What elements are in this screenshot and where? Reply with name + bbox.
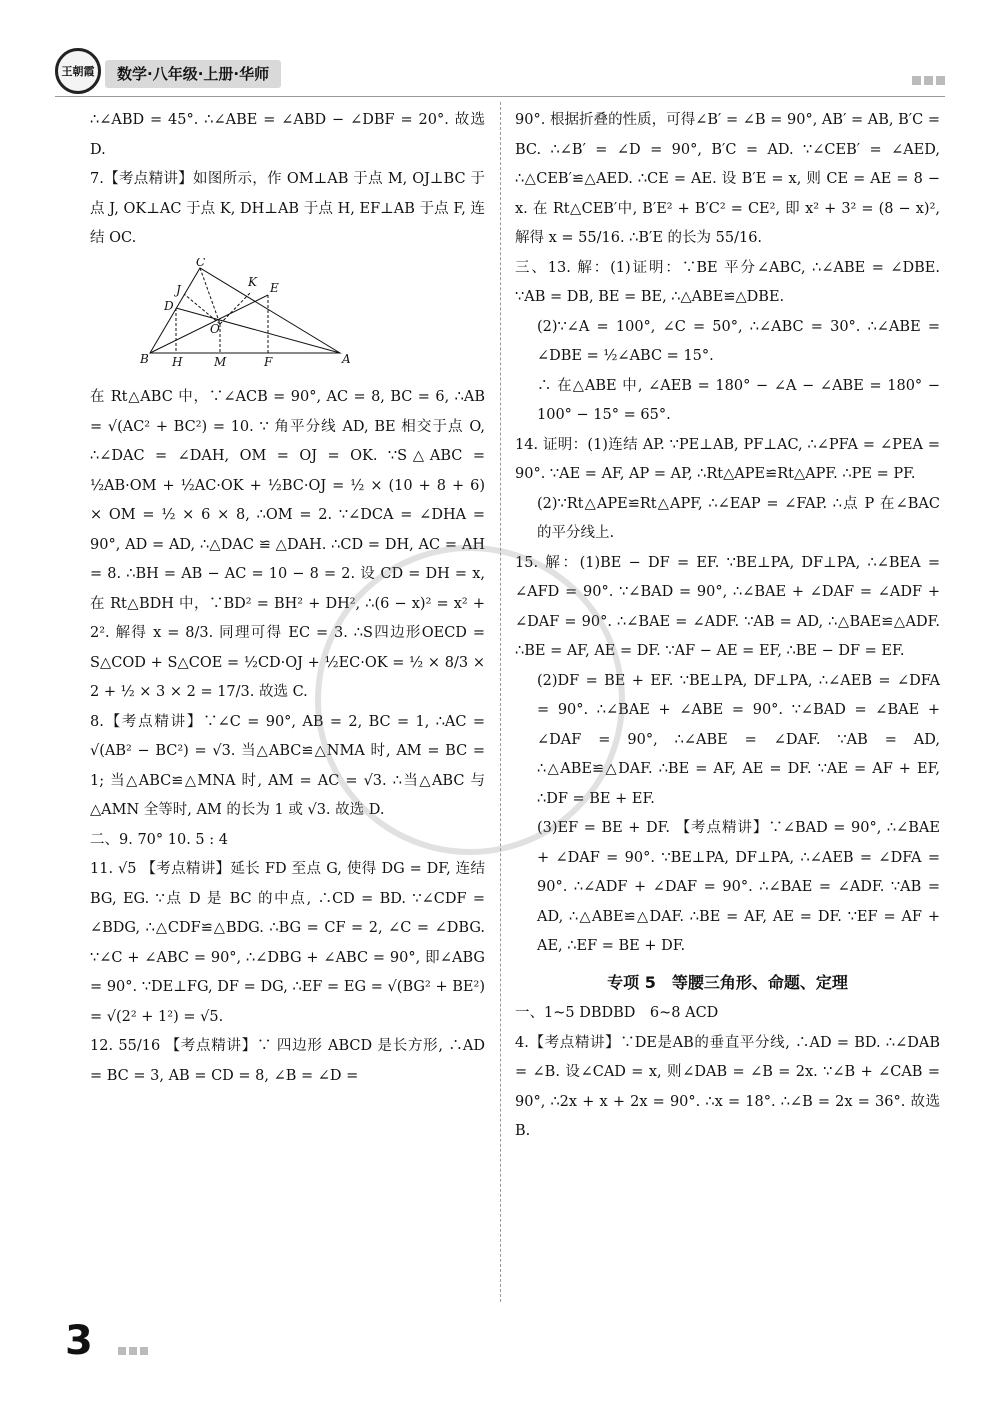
page-header: [55, 48, 945, 98]
triangle-abc: [150, 268, 340, 353]
label-m: M: [214, 354, 227, 368]
section-answer-4: 4.【考点精讲】∵DE是AB的垂直平分线, ∴AD = BD. ∴∠DAB = ∠B. 设∠CAD = x, 则∠DAB = ∠B = 2x. ∵∠B + ∠CAB = 90°, ∴2x + x + 2x = 90°. ∴x = 18°. ∴∠B = 2x = 36°. 故选 B.: [515, 1034, 940, 1139]
label-f: F: [264, 354, 273, 368]
line-ad: [176, 308, 340, 353]
section-title: 专项 5 等腰三角形、命题、定理: [607, 972, 848, 992]
column-divider: [500, 102, 501, 1302]
label-j: J: [176, 282, 181, 297]
triangle-figure: [140, 258, 360, 368]
answer-6-end: ∴∠ABD = 45°. ∴∠ABE = ∠ABD − ∠DBF = 20°. 故选 D.: [90, 112, 485, 158]
answer-12-end: 90°. 根据折叠的性质，可得∠B′ = ∠B = 90°, AB′ = AB, B′C = BC. ∴∠B′ = ∠D = 90°, B′C = AD. ∵∠CEB′ = ∠AED, ∴△CEB′≌△AED. ∴CE = AE. 设 B′E = x, 则 CE = AE = 8 − x. 在 Rt△CEB′中, B′E² + B′C² = CE², 即 x² + 3² = (8 − x)², 解得 x = 55/16. ∴B′E 的长为 55/16.: [515, 112, 940, 246]
answer-14-part2: (2)∵Rt△APE≌Rt△APF, ∴∠EAP = ∠FAP. ∴点 P 在∠BAC 的平分线上.: [537, 495, 940, 541]
page-number: 3: [65, 1318, 93, 1364]
answer-7-intro: 7.【考点精讲】如图所示，作 OM⊥AB 于点 M, OJ⊥BC 于点 J, OK⊥AC 于点 K, DH⊥AB 于点 H, EF⊥AB 于点 F, 连结 OC.: [90, 171, 485, 246]
answer-12-start: 12. 55/16 【考点精讲】∵ 四边形 ABCD 是长方形, ∴AD = BC = 3, AB = CD = 8, ∠B = ∠D =: [90, 1038, 485, 1084]
label-c: C: [196, 257, 206, 269]
label-o: O: [210, 321, 220, 336]
book-title: 数学·八年级·上册·华师: [105, 60, 281, 88]
answer-7-body: 在 Rt△ABC 中，∵∠ACB = 90°, AC = 8, BC = 6, ∴AB = √(AC² + BC²) = 10. ∵ 角平分线 AD, BE 相交于点 O, ∴∠DAC = ∠DAH, OM = OJ = OK. ∵S△ABC = ½AB·OM + ½AC·OK + ½BC·OJ = ½ × (10 + 8 + 6) × OM = ½ × 6 × 8, ∴OM = 2. ∵∠DCA = ∠DHA = 90°, AD = AD, ∴△DAC ≌ △DAH. ∴CD = DH, AC = AH = 8. ∴BH = AB − AC = 10 − 8 = 2. 设 CD = DH = x, 在 Rt△BDH 中，∵BD² = BH² + DH², ∴(6 − x)² = x² + 2². 解得 x = 8/3. 同理可得 EC = 3. ∴S四边形OECD = S△COD + S△COE = ½CD·OJ + ½EC·OK = ½ × 8/3 × 2 + ½ × 3 × 2 = 17/3. 故选 C.: [90, 389, 485, 700]
answers-9-10: 二、9. 70° 10. 5 : 4: [90, 831, 228, 848]
answer-13-part2: (2)∵∠A = 100°, ∠C = 50°, ∴∠ABC = 30°. ∴∠ABE = ∠DBE = ½∠ABC = 15°.: [537, 318, 940, 364]
label-d: D: [164, 298, 174, 313]
label-k: K: [248, 274, 257, 289]
answer-11: 11. √5 【考点精讲】延长 FD 至点 G, 使得 DG = DF, 连结 BG, EG. ∵点 D 是 BC 的中点, ∴CD = BD. ∵∠CDF = ∠BDG, ∴△CDF≌△BDG. ∴BG = CF = 2, ∠C = ∠DBG. ∵∠C + ∠ABC = 90°, ∴∠DBG + ∠ABC = 90°, 即∠ABG = 90°. ∵DE⊥FG, DF = DG, ∴EF = EG = √(BG² + BE²) = √(2² + 1²) = √5.: [90, 861, 485, 1025]
right-column: [515, 106, 940, 1147]
label-e: E: [270, 280, 279, 295]
line-ok: [220, 293, 250, 324]
answer-8: 8.【考点精讲】∵∠C = 90°, AB = 2, BC = 1, ∴AC = √(AB² − BC²) = √3. 当△ABC≌△NMA 时, AM = BC = 1; 当△ABC≌△MNA 时, AM = AC = √3. ∴当△ABC 与△AMN 全等时, AM 的长为 1 或 √3. 故选 D.: [90, 713, 485, 818]
label-a: A: [342, 351, 351, 366]
line-oj: [184, 294, 220, 324]
answer-14-part1: 14. 证明：(1)连结 AP. ∵PE⊥AB, PF⊥AC, ∴∠PFA = ∠PEA = 90°. ∵AE = AF, AP = AP, ∴Rt△APE≌Rt△APF. ∴PE = PF.: [515, 436, 940, 482]
answer-15-part3: (3)EF = BE + DF. 【考点精讲】∵∠BAD = 90°, ∴∠BAE + ∠DAF = 90°. ∵BE⊥PA, DF⊥PA, ∴∠AEB = ∠DFA = 90°. ∴∠ADF + ∠DAF = 90°. ∴∠BAE = ∠ADF. ∵AB = AD, ∴△ABE≌△DAF. ∴BE = AF, AE = DF. ∵EF = AF + AE, ∴EF = BE + DF.: [537, 820, 940, 954]
label-h: H: [172, 354, 183, 368]
publisher-logo: 王朝霞: [55, 48, 101, 94]
section-answers: 一、1~5 DBDBD 6~8 ACD: [515, 1005, 719, 1021]
footer-decoration: [118, 1340, 151, 1359]
answer-15-part1: 15. 解：(1)BE − DF = EF. ∵BE⊥PA, DF⊥PA, ∴∠BEA = ∠AFD = 90°. ∵∠BAD = 90°, ∴∠BAE + ∠DAF = ∠ADF + ∠DAF = 90°. ∴∠BAE = ∠ADF. ∵AB = AD, ∴△BAE≌△ADF. ∴BE = AF, AE = DF. ∵AF − AE = EF, ∴BE − DF = EF.: [515, 554, 940, 659]
answer-15-part2: (2)DF = BE + EF. ∵BE⊥PA, DF⊥PA, ∴∠AEB = ∠DFA = 90°. ∴∠BAE + ∠ABE = 90°. ∵∠BAD = ∠BAE + ∠DAF = 90°, ∴∠ABE = ∠DAF. ∵AB = AD, ∴△ABE≌△DAF. ∴BE = AF, AE = DF. ∵AE = AF + EF, ∴DF = BE + EF.: [537, 672, 940, 807]
answer-13-part2-cont: ∴ 在△ABE 中, ∠AEB = 180° − ∠A − ∠ABE = 180° − 100° − 15° = 65°.: [537, 377, 940, 423]
header-rule: [55, 96, 945, 97]
corner-decoration: [909, 70, 945, 89]
answer-13-part1: 三、13. 解：(1)证明：∵BE 平分∠ABC, ∴∠ABE = ∠DBE. ∵AB = DB, BE = BE, ∴△ABE≌△DBE.: [515, 259, 940, 305]
left-column: [90, 106, 485, 1091]
label-b: B: [140, 351, 149, 366]
